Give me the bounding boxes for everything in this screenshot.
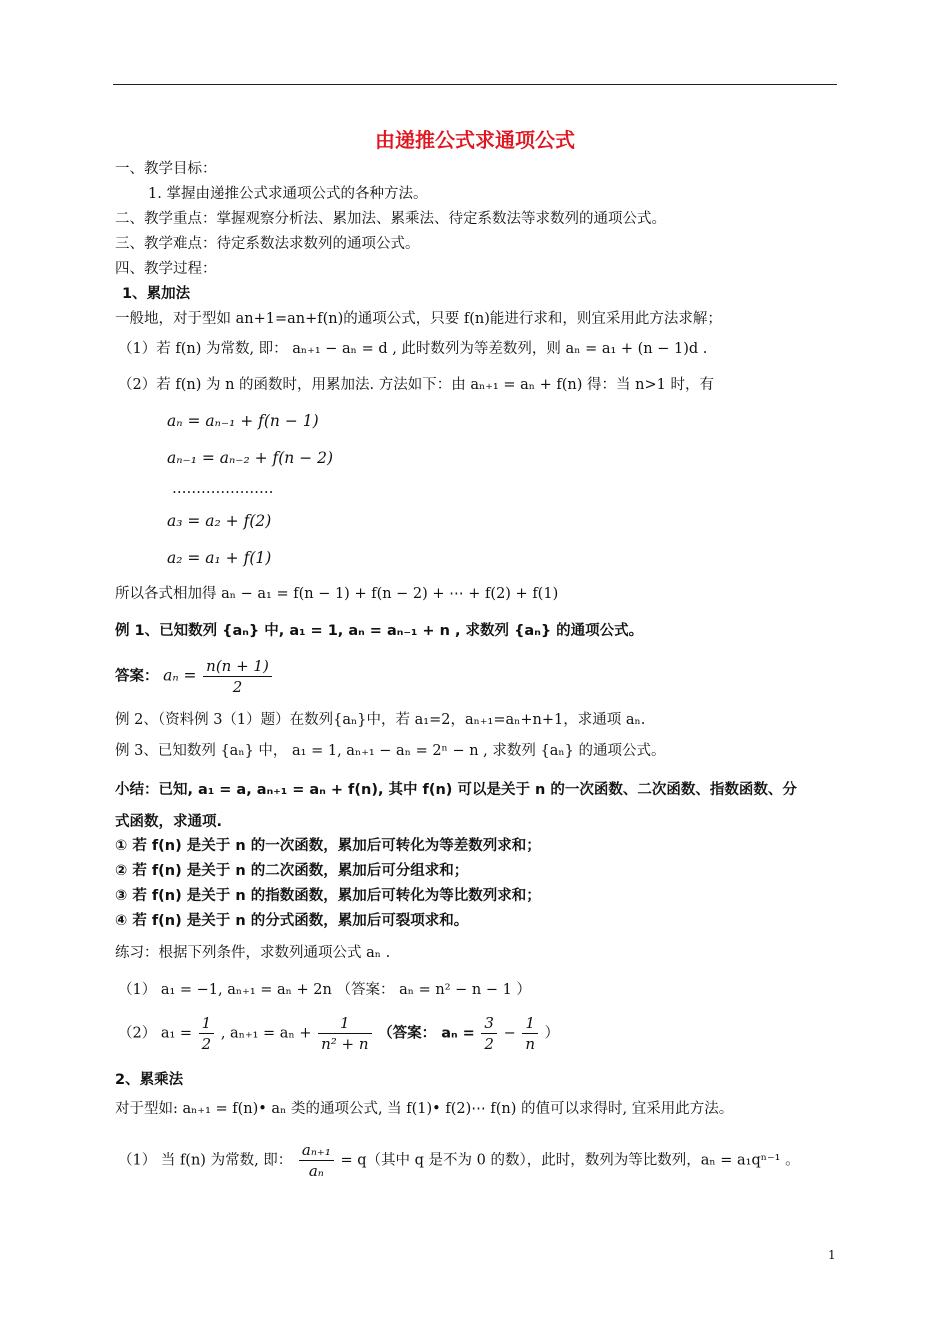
method-heading: 2、累乘法 [115, 1072, 184, 1088]
fraction-numerator: aₙ₊₁ [299, 1140, 334, 1161]
case-suffix: = q（其中 q 是不为 0 的数），此时，数列为等比数列，aₙ = a₁qⁿ⁻¹ 。 [340, 1152, 800, 1169]
case-prefix: （1） 当 f(n) 为常数, 即： [118, 1152, 293, 1169]
summary-item: ④ 若 f(n) 是关于 n 的分式函数，累加后可裂项求和。 [115, 913, 469, 929]
fraction-denominator: 2 [232, 678, 243, 696]
summary-item: ② 若 f(n) 是关于 n 的二次函数，累加后可分组求和； [115, 863, 469, 879]
equation-line: a₃ = a₂ + f(2) [167, 512, 272, 530]
minus-sign: − [503, 1025, 516, 1042]
answer-label: 答案： [115, 668, 159, 685]
section-heading: 一、教学目标： [115, 161, 217, 177]
fraction-denominator: 2 [201, 1035, 212, 1053]
exercise-1: （1） a₁ = −1, aₙ₊₁ = aₙ + 2n （答案： aₙ = n² − n − 1 ） [118, 982, 531, 998]
fraction-numerator: 1 [199, 1013, 215, 1034]
section-heading: 二、教学重点：掌握观察分析法、累加法、累乘法、待定系数法等求数列的通项公式。 [115, 211, 666, 227]
fraction [199, 1013, 215, 1054]
summation-line: 所以各式相加得 aₙ − a₁ = f(n − 1) + f(n − 2) + ⋯ + f(2) + f(1) [115, 586, 559, 602]
fraction [299, 1140, 334, 1181]
fraction-numerator: 3 [481, 1013, 497, 1034]
fraction-numerator: n(n + 1) [203, 656, 272, 677]
summary-line: 小结：已知, a₁ = a, aₙ₊₁ = aₙ + f(n), 其中 f(n) 可以是关于 n 的一次函数、二次函数、指数函数、分 [115, 782, 797, 798]
fraction-numerator: 1 [522, 1013, 538, 1034]
header-rule [113, 84, 837, 85]
method-heading: 1、累加法 [122, 286, 191, 302]
objective-item: 1. 掌握由递推公式求通项公式的各种方法。 [148, 186, 428, 202]
page-number: 1 [828, 1248, 836, 1262]
case-line: （1）若 f(n) 为常数, 即： aₙ₊₁ − aₙ = d , 此时数列为等差数列，则 aₙ = a₁ + (n − 1)d . [118, 341, 708, 357]
example-3: 例 3、已知数列 {aₙ} 中， a₁ = 1, aₙ₊₁ − aₙ = 2ⁿ − n , 求数列 {aₙ} 的通项公式。 [115, 743, 666, 759]
fraction-denominator: n [525, 1035, 535, 1053]
ellipsis-line: ………………… [172, 481, 274, 497]
equation-line: a₂ = a₁ + f(1) [167, 549, 272, 567]
section-heading: 四、教学过程： [115, 261, 217, 277]
example-2: 例 2、（资料例 3（1）题）在数列{aₙ}中，若 a₁=2，aₙ₊₁=aₙ+n+1，求通项 aₙ. [115, 712, 646, 728]
page-title: 由递推公式求通项公式 [375, 128, 575, 152]
exercise-2-mid: , aₙ₊₁ = aₙ + [220, 1025, 312, 1042]
exercise-heading: 练习：根据下列条件，求数列通项公式 aₙ . [115, 945, 391, 961]
close-paren: ） [544, 1025, 560, 1042]
answer-fraction [203, 656, 272, 697]
summary-line: 式函数，求通项. [115, 814, 223, 830]
fraction-numerator: 1 [318, 1013, 371, 1034]
fraction-denominator: n² + n [321, 1035, 369, 1053]
fraction [522, 1013, 538, 1054]
fraction-denominator: 2 [484, 1035, 494, 1053]
paragraph: 一般地，对于型如 an+1=an+f(n)的通项公式，只要 f(n)能进行求和，则宜采用此方法求解； [115, 311, 722, 327]
paragraph: 对于型如: aₙ₊₁ = f(n)• aₙ 类的通项公式, 当 f(1)• f(2)⋯ f(n) 的值可以求得时, 宜采用此方法。 [115, 1101, 734, 1117]
fraction [481, 1013, 497, 1054]
equation-line: aₙ = aₙ₋₁ + f(n − 1) [167, 412, 319, 430]
answer-lhs: aₙ = [163, 666, 197, 685]
fraction-denominator: aₙ [308, 1162, 324, 1180]
summary-item: ① 若 f(n) 是关于 n 的一次函数，累加后可转化为等差数列求和； [115, 838, 541, 854]
answer-1 [115, 656, 274, 697]
case-line: （2）若 f(n) 为 n 的函数时，用累加法. 方法如下：由 aₙ₊₁ = aₙ + f(n) 得：当 n>1 时，有 [118, 377, 714, 393]
exercise-2-prefix: （2） a₁ = [118, 1025, 193, 1042]
example-1: 例 1、已知数列 {aₙ} 中, a₁ = 1, aₙ = aₙ₋₁ + n , 求数列 {aₙ} 的通项公式。 [115, 623, 644, 639]
case-line [118, 1140, 800, 1181]
section-heading: 三、教学难点：待定系数法求数列的通项公式。 [115, 236, 420, 252]
exercise-2 [118, 1013, 559, 1054]
exercise-2-answer: （答案： aₙ = [378, 1025, 475, 1042]
fraction [318, 1013, 371, 1054]
equation-line: aₙ₋₁ = aₙ₋₂ + f(n − 2) [167, 449, 334, 467]
summary-item: ③ 若 f(n) 是关于 n 的指数函数，累加后可转化为等比数列求和； [115, 888, 541, 904]
